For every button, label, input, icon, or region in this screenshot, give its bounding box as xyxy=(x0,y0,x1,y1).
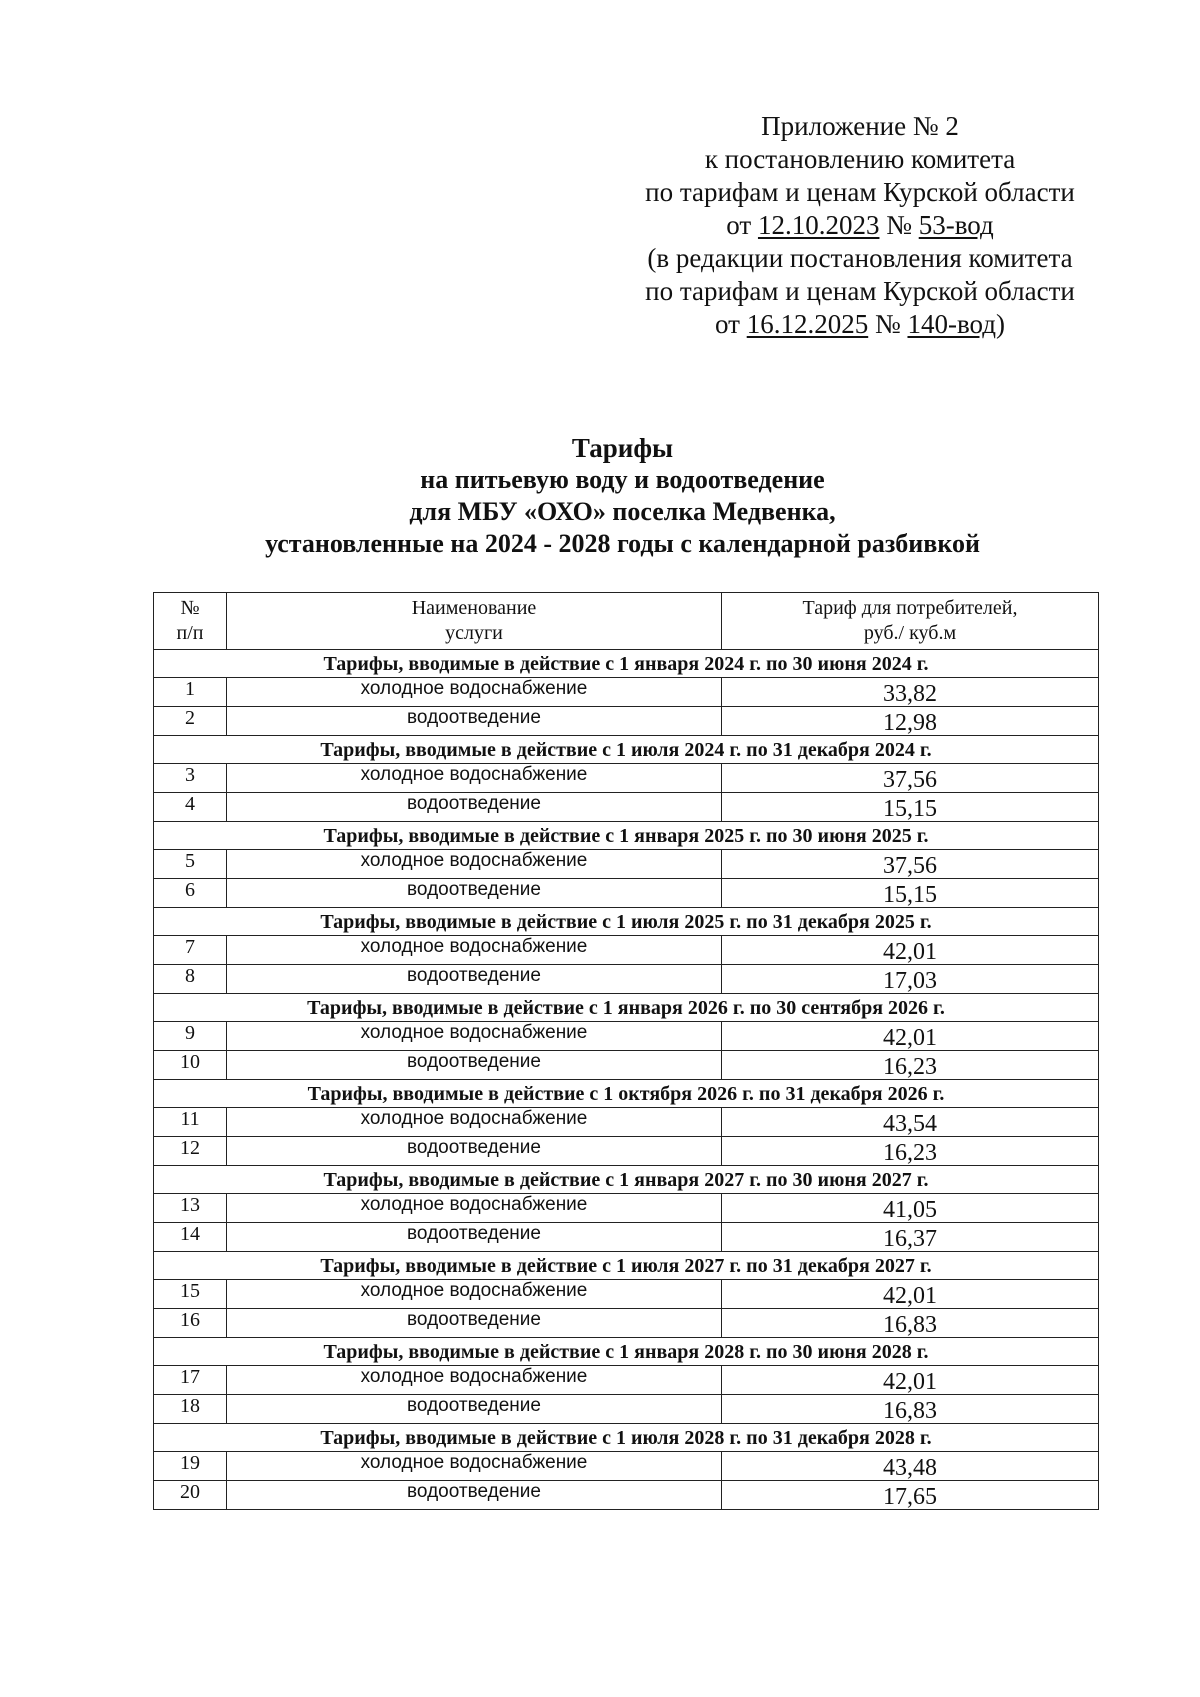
tariff-value: 42,01 xyxy=(722,1366,1099,1395)
tariff-value: 41,05 xyxy=(722,1194,1099,1223)
service-name: холодное водоснабжение xyxy=(227,764,722,793)
tariff-value: 17,65 xyxy=(722,1481,1099,1510)
service-name: холодное водоснабжение xyxy=(227,1194,722,1223)
table-row xyxy=(154,1395,1099,1424)
appendix-decree-line xyxy=(600,209,1120,242)
row-number: 8 xyxy=(154,965,227,994)
service-name: водоотведение xyxy=(227,879,722,908)
row-number: 15 xyxy=(154,1280,227,1309)
row-number: 9 xyxy=(154,1022,227,1051)
tariff-value: 37,56 xyxy=(722,850,1099,879)
period-label: Тарифы, вводимые в действие с 1 января 2027 г. по 30 июня 2027 г. xyxy=(154,1166,1099,1194)
table-row xyxy=(154,1051,1099,1080)
tariff-value: 17,03 xyxy=(722,965,1099,994)
period-row xyxy=(154,736,1099,764)
period-label: Тарифы, вводимые в действие с 1 января 2028 г. по 30 июня 2028 г. xyxy=(154,1338,1099,1366)
appendix-line: (в редакции постановления комитета xyxy=(647,243,1073,273)
period-row xyxy=(154,1424,1099,1452)
service-name: холодное водоснабжение xyxy=(227,1108,722,1137)
period-row xyxy=(154,1252,1099,1280)
table-row xyxy=(154,707,1099,736)
row-number: 5 xyxy=(154,850,227,879)
service-name: холодное водоснабжение xyxy=(227,1280,722,1309)
service-name: водоотведение xyxy=(227,707,722,736)
tariff-value: 16,37 xyxy=(722,1223,1099,1252)
period-row xyxy=(154,822,1099,850)
period-label: Тарифы, вводимые в действие с 1 июля 2027 г. по 31 декабря 2027 г. xyxy=(154,1252,1099,1280)
period-label: Тарифы, вводимые в действие с 1 января 2026 г. по 30 сентября 2026 г. xyxy=(154,994,1099,1022)
header-number-cell xyxy=(154,593,227,650)
tariff-value: 37,56 xyxy=(722,764,1099,793)
revision-number: 140-вод xyxy=(907,309,996,339)
service-name: холодное водоснабжение xyxy=(227,678,722,707)
row-number: 1 xyxy=(154,678,227,707)
tariff-value: 16,83 xyxy=(722,1309,1099,1338)
appendix-prefix: от xyxy=(715,309,747,339)
service-name: водоотведение xyxy=(227,1051,722,1080)
table-row xyxy=(154,1452,1099,1481)
appendix-line: по тарифам и ценам Курской области xyxy=(645,276,1075,306)
tariff-value: 42,01 xyxy=(722,1280,1099,1309)
tariff-value: 33,82 xyxy=(722,678,1099,707)
service-name: водоотведение xyxy=(227,1395,722,1424)
table-row xyxy=(154,764,1099,793)
table-row xyxy=(154,965,1099,994)
header-value-cell xyxy=(722,593,1099,650)
table-row xyxy=(154,1309,1099,1338)
appendix-header xyxy=(600,110,1120,341)
header-number-label: № xyxy=(180,597,200,619)
service-name: холодное водоснабжение xyxy=(227,850,722,879)
period-row xyxy=(154,650,1099,678)
table-row xyxy=(154,1022,1099,1051)
row-number: 4 xyxy=(154,793,227,822)
row-number: 12 xyxy=(154,1137,227,1166)
period-label: Тарифы, вводимые в действие с 1 июля 2025 г. по 31 декабря 2025 г. xyxy=(154,908,1099,936)
row-number: 7 xyxy=(154,936,227,965)
row-number: 16 xyxy=(154,1309,227,1338)
period-label: Тарифы, вводимые в действие с 1 июля 2028 г. по 31 декабря 2028 г. xyxy=(154,1424,1099,1452)
table-row xyxy=(154,1194,1099,1223)
header-name-label: услуги xyxy=(445,622,503,644)
period-label: Тарифы, вводимые в действие с 1 января 2025 г. по 30 июня 2025 г. xyxy=(154,822,1099,850)
row-number: 2 xyxy=(154,707,227,736)
table-row xyxy=(154,1481,1099,1510)
table-row xyxy=(154,793,1099,822)
header-name-cell xyxy=(227,593,722,650)
row-number: 3 xyxy=(154,764,227,793)
tariffs-table-body xyxy=(154,593,1099,1510)
table-row xyxy=(154,1108,1099,1137)
tariff-value: 42,01 xyxy=(722,1022,1099,1051)
row-number: 18 xyxy=(154,1395,227,1424)
row-number: 13 xyxy=(154,1194,227,1223)
appendix-revision-line xyxy=(600,308,1120,341)
row-number: 19 xyxy=(154,1452,227,1481)
appendix-line: по тарифам и ценам Курской области xyxy=(645,177,1075,207)
row-number: 20 xyxy=(154,1481,227,1510)
period-row xyxy=(154,1338,1099,1366)
table-header-row xyxy=(154,593,1099,650)
tariff-value: 42,01 xyxy=(722,936,1099,965)
table-row xyxy=(154,1366,1099,1395)
tariff-value: 43,48 xyxy=(722,1452,1099,1481)
service-name: водоотведение xyxy=(227,793,722,822)
table-row xyxy=(154,879,1099,908)
tariff-value: 43,54 xyxy=(722,1108,1099,1137)
service-name: холодное водоснабжение xyxy=(227,1452,722,1481)
period-label: Тарифы, вводимые в действие с 1 октября 2026 г. по 31 декабря 2026 г. xyxy=(154,1080,1099,1108)
title-line: установленные на 2024 - 2028 годы с календарной разбивкой xyxy=(265,529,980,558)
row-number: 10 xyxy=(154,1051,227,1080)
header-name-label: Наименование xyxy=(411,597,537,619)
service-name: водоотведение xyxy=(227,965,722,994)
service-name: холодное водоснабжение xyxy=(227,1022,722,1051)
tariffs-table xyxy=(153,592,1099,1510)
header-value-label: Тариф для потребителей, xyxy=(802,597,1018,619)
row-number: 11 xyxy=(154,1108,227,1137)
number-sign: № xyxy=(868,309,908,339)
document-title xyxy=(150,432,1095,560)
table-row xyxy=(154,1223,1099,1252)
period-label: Тарифы, вводимые в действие с 1 января 2024 г. по 30 июня 2024 г. xyxy=(154,650,1099,678)
header-number-label: п/п xyxy=(176,622,204,644)
service-name: водоотведение xyxy=(227,1309,722,1338)
title-line: на питьевую воду и водоотведение xyxy=(420,465,825,494)
appendix-title: Приложение № 2 xyxy=(761,111,959,141)
decree-number: 53-вод xyxy=(918,210,994,240)
tariff-value: 16,23 xyxy=(722,1051,1099,1080)
service-name: холодное водоснабжение xyxy=(227,1366,722,1395)
decree-date: 12.10.2023 xyxy=(757,210,880,240)
period-row xyxy=(154,1080,1099,1108)
tariff-value: 16,23 xyxy=(722,1137,1099,1166)
service-name: водоотведение xyxy=(227,1137,722,1166)
tariff-value: 16,83 xyxy=(722,1395,1099,1424)
period-row xyxy=(154,1166,1099,1194)
service-name: водоотведение xyxy=(227,1223,722,1252)
appendix-line: к постановлению комитета xyxy=(704,144,1016,174)
period-row xyxy=(154,908,1099,936)
appendix-prefix: от xyxy=(726,210,758,240)
table-row xyxy=(154,936,1099,965)
table-row xyxy=(154,678,1099,707)
tariff-value: 15,15 xyxy=(722,793,1099,822)
table-row xyxy=(154,850,1099,879)
period-label: Тарифы, вводимые в действие с 1 июля 2024 г. по 31 декабря 2024 г. xyxy=(154,736,1099,764)
revision-date: 16.12.2025 xyxy=(746,309,869,339)
row-number: 17 xyxy=(154,1366,227,1395)
tariff-value: 12,98 xyxy=(722,707,1099,736)
title-line: для МБУ «ОХО» поселка Медвенка, xyxy=(409,497,836,526)
tariff-value: 15,15 xyxy=(722,879,1099,908)
header-value-label: руб./ куб.м xyxy=(863,622,957,644)
row-number: 14 xyxy=(154,1223,227,1252)
period-row xyxy=(154,994,1099,1022)
title-line: Тарифы xyxy=(571,433,674,463)
closing-paren: ) xyxy=(995,309,1005,339)
service-name: холодное водоснабжение xyxy=(227,936,722,965)
number-sign: № xyxy=(879,210,919,240)
table-row xyxy=(154,1137,1099,1166)
table-row xyxy=(154,1280,1099,1309)
row-number: 6 xyxy=(154,879,227,908)
service-name: водоотведение xyxy=(227,1481,722,1510)
